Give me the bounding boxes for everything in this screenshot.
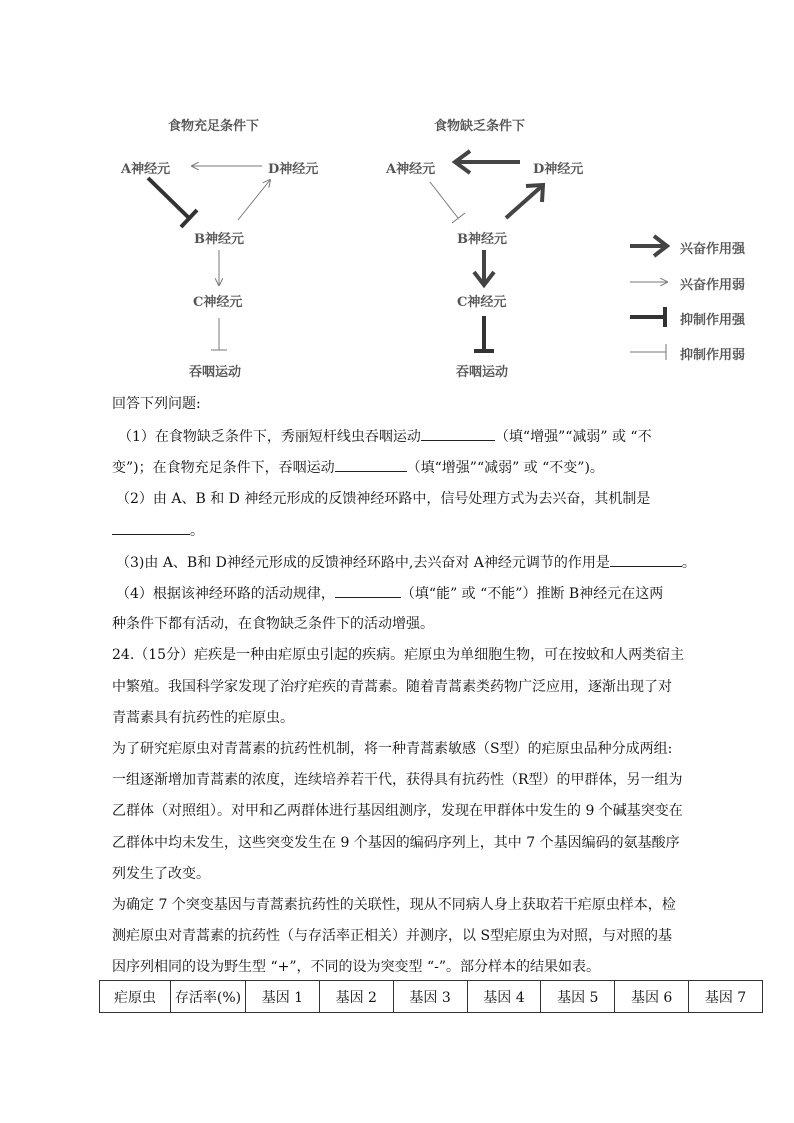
question-2-line-2 — [112, 520, 204, 541]
answer-blank-3[interactable] — [112, 520, 190, 535]
table-header-cell: 基因 5 — [541, 981, 615, 1013]
results-table — [99, 980, 763, 1013]
table-header-cell: 基因 2 — [319, 981, 393, 1013]
table-header-row — [100, 981, 763, 1013]
left-a-to-b-strong-inhibit-arrow — [148, 178, 197, 227]
question-4-text-b: （填“能” 或 “不能”）推断 B神经元在这两 — [400, 586, 664, 602]
legend-strong-excite-symbol — [630, 236, 667, 256]
right-node-a: A神经元 — [386, 162, 436, 177]
left-node-c: C神经元 — [193, 295, 243, 310]
question-1-text-d: （填“增强”“减弱” 或 “不变”)。 — [406, 460, 604, 476]
right-node-c: C神经元 — [457, 295, 507, 310]
question-24-line-1: 24.（15分）疟疾是一种由疟原虫引起的疾病。疟原虫为单细胞生物，可在按蚊和人两类宿主 — [112, 647, 685, 663]
legend-strong-excite-label: 兴奋作用强 — [680, 242, 746, 257]
paragraph-2-line-2: 一组逐渐增加青蒿素的浓度，连续培养若干代，获得具有抗药性（R型）的甲群体，另一组为 — [112, 772, 683, 788]
left-node-swallow: 吞咽运动 — [189, 365, 242, 380]
table-header-cell: 疟原虫 — [100, 981, 171, 1013]
question-24-line-3: 青蒿素具有抗药性的疟原虫。 — [112, 710, 294, 726]
right-b-to-d-strong-excite-arrow — [506, 185, 543, 218]
paragraph-2-line-5: 列发生了改变。 — [112, 866, 210, 882]
paragraph-2-line-3: 乙群体（对照组）。对甲和乙两群体进行基因组测序，发现在甲群体中发生的 9 个碱基突变在 — [112, 803, 683, 819]
table-header-cell: 基因 7 — [689, 981, 763, 1013]
legend-weak-inhibit-symbol — [630, 344, 666, 360]
left-node-a: A神经元 — [121, 162, 171, 177]
legend-strong-inhibit-label: 抑制作用强 — [680, 313, 746, 328]
answer-blank-4[interactable] — [610, 552, 682, 567]
paragraph-3-line-3: 因序列相同的设为野生型 “+”，不同的设为突变型 “-”。部分样本的结果如表。 — [112, 959, 600, 975]
table-header-cell: 基因 1 — [246, 981, 320, 1013]
table-header-cell: 基因 6 — [615, 981, 689, 1013]
paragraph-3-line-2: 测疟原虫对青蒿素的抗药性（与存活率正相关）并测序，以 S型疟原虫为对照，与对照的基 — [112, 928, 673, 944]
legend-strong-inhibit-symbol — [630, 307, 665, 327]
question-3-line — [116, 552, 696, 573]
right-a-to-b-weak-inhibit-arrow — [430, 182, 465, 223]
question-2-line-1: （2）由 A、B 和 D 神经元形成的反馈神经环路中，信号处理方式为去兴奋，其机制是 — [116, 491, 651, 507]
answer-blank-2[interactable] — [335, 457, 407, 472]
table-header-cell: 存活率(%) — [171, 981, 246, 1013]
question-1-text-c: 变”)；在食物充足条件下，吞咽运动 — [112, 460, 335, 476]
left-diagram-title: 食物充足条件下 — [168, 119, 260, 134]
question-4-line-2: 种条件下都有活动，在食物缺乏条件下的活动增强。 — [112, 616, 434, 632]
paragraph-2-line-1: 为了研究疟原虫对青蒿素的抗药性机制，将一种青蒿素敏感（S型）的疟原虫品种分成两组: — [112, 741, 673, 757]
right-node-d: D神经元 — [533, 162, 584, 177]
answer-intro: 回答下列问题: — [112, 396, 201, 412]
question-4-text-a: （4）根据该神经环路的活动规律， — [116, 586, 335, 602]
table-header-cell: 基因 3 — [393, 981, 467, 1013]
neural-circuit-arrows — [0, 0, 794, 400]
question-3-text: （3)由 A、B和 D神经元形成的反馈神经环路中,去兴奋对 A神经元调节的作用是 — [116, 555, 610, 571]
legend-weak-inhibit-label: 抑制作用弱 — [680, 348, 746, 363]
question-2-end: 。 — [190, 523, 204, 539]
answer-blank-1[interactable] — [421, 426, 495, 441]
question-4-line-1 — [116, 583, 663, 604]
right-c-to-swallow-strong-inhibit-arrow — [474, 316, 494, 351]
left-node-b: B神经元 — [194, 232, 244, 247]
question-3-end: 。 — [681, 555, 696, 571]
right-node-swallow: 吞咽运动 — [456, 365, 509, 380]
question-1-text-a: （1）在食物缺乏条件下，秀丽短杆线虫吞咽运动 — [118, 429, 421, 445]
answer-blank-5[interactable] — [335, 583, 401, 598]
right-diagram-title: 食物缺乏条件下 — [434, 119, 526, 134]
question-1-line-1 — [118, 426, 652, 447]
table-header-cell: 基因 4 — [467, 981, 541, 1013]
left-node-d: D神经元 — [268, 162, 319, 177]
paragraph-3-line-1: 为确定 7 个突变基因与青蒿素抗药性的关联性，现从不同病人身上获取若干疟原虫样本，检 — [112, 897, 676, 913]
left-c-to-swallow-weak-inhibit-arrow — [211, 318, 227, 350]
question-1-line-2 — [112, 457, 604, 478]
right-node-b: B神经元 — [457, 232, 507, 247]
question-24-line-2: 中繁殖。我国科学家发现了治疗疟疾的青蒿素。随着青蒿素类药物广泛应用，逐渐出现了对 — [112, 679, 672, 695]
paragraph-2-line-4: 乙群体中均未发生，这些突变发生在 9 个基因的编码序列上，其中 7 个基因编码的氨基酸序 — [112, 835, 680, 851]
legend-weak-excite-label: 兴奋作用弱 — [680, 278, 746, 293]
right-b-to-c-strong-excite-arrow — [474, 250, 494, 285]
left-b-to-d-weak-excite-arrow — [238, 180, 270, 220]
question-1-text-b: （填“增强”“减弱” 或 “不 — [494, 429, 652, 445]
right-d-to-a-strong-excite-arrow — [455, 151, 520, 173]
